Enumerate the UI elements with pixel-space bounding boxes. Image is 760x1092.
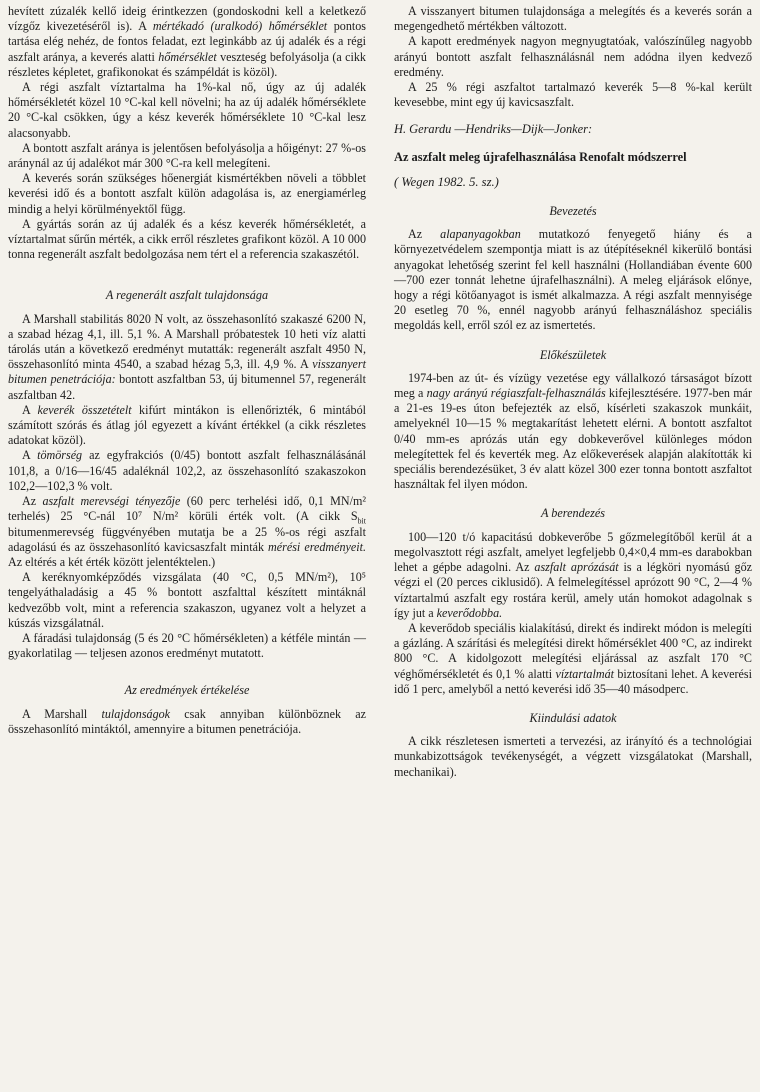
paragraph: A keverék összetételt kifúrt mintákon is ellenőrizték, 6 mintából számított szórás és átlag jól egyezett a kívánt értékkel (a cikk részletes adatokat közöl).: [8, 402, 367, 448]
paragraph: Az aszfalt merevségi tényezője (60 perc terhelési idő, 0,1 MN/m² terhelés) 25 °C-nál 10⁷ N/m² körüli érték volt. (A cikk $S_{bit}$ bitumenmerevség függvényében mutatja be a 25 %-os régi aszfalt adagolású és az összehasonlító kavicsaszfalt minták mérési eredményeit. Az eltérés a két érték között jelentéktelen.): [8, 494, 367, 569]
section-heading: A berendezés: [541, 506, 605, 521]
paragraph: A tömörség az egyfrakciós (0/45) bontott aszfalt felhasználásánál 101,8, a 0/16—16/45 adaléknál 102,2, az összehasonlító szakaszokon 102,2—102,3 % volt.: [8, 448, 366, 493]
right-column: [394, 4, 752, 780]
paragraph: A cikk részletesen ismerteti a tervezési, az irányító és a technológiai munkabizottságok tevékenységét, a végzett vizsgálatokat (Marshall, mechanikai).: [394, 734, 752, 779]
paragraph: A 25 % régi aszfaltot tartalmazó keverék 5—8 %-kal került kevesebbe, mint egy új kavicsaszfalt.: [394, 80, 752, 110]
paragraph: Az alapanyagokban mutatkozó fenyegető hiány és a környezetvédelem szempontja miatt is az útépítéseknél kikerülő bontási anyagokat lehetőség szerint fel kell használni (Hollandiában évente 600—700 ezer tonnát lehetne újrafelhasználni). A meleg eljárások előnye, hogy a régi kötőanyagot is ismét alkalmazza. A régi aszfalt mennyisége 20 esetleg 70 %, ennél nagyobb arányú felhasználáshoz speciális megoldás kell, erről szól ez az ismertetés.: [394, 227, 752, 333]
paragraph: A fáradási tulajdonság (5 és 20 °C hőmérsékleten) a kétféle mintán — gyakorlatilag — teljesen azonos eredményt mutatott.: [8, 630, 366, 661]
paragraph: 1974-ben az út- és vízügy vezetése egy vállalkozó társaságot bízott meg a nagy arányú régiaszfalt-felhasználás kifejlesztésére. 1977-ben már a 21-es 19-es úton befejezték az első, kísérleti szakaszok munkáit, amelyeknél 10—15 % megtakarítást lehetett elérni. A bontott aszfaltot 0/40 mm-es aprózás után egy dobkeverővel különleges módon melegítettek fel és keverték meg. Az előkeverések alapján alakították ki speciális berendezésüket, 3 év alatt közel 300 ezer tonna bontott aszfaltot használtak fel ilyen módon.: [394, 370, 752, 492]
section-heading: Bevezetés: [549, 204, 597, 219]
paragraph: A visszanyert bitumen tulajdonsága a melegítés és a keverés során a megengedhető mértékben változott.: [394, 4, 752, 34]
paragraph: A keverődob speciális kialakítású, direkt és indirekt módon is melegíti a gázláng. A szárítási és melegítési direkt hőmérséklet 400 °C, az indirekt 800 °C. A kidolgozott melegítési eljárással az aszfalt 170 °C véghőmérsékletét és 0,1 % alatti víztartalmát biztosítani lehet. A keverési idő 1 perc, amelyből a nettó keverési idő 35—40 másodperc.: [394, 620, 752, 696]
paragraph: A bontott aszfalt aránya is jelentősen befolyásolja a hőigényt: 27 %-os aránynál az új adalékot már 300 °C-ra kell melegíteni.: [8, 140, 366, 171]
paragraph: A Marshall tulajdonságok csak annyiban különböznek az összehasonlító mintáktól, amennyire a bitumen penetrációja.: [8, 706, 366, 736]
section-heading: Az eredmények értékelése: [124, 683, 250, 698]
article-title: Az aszfalt meleg újrafelhasználása Renofalt módszerrel: [394, 149, 687, 164]
section-heading: Kiindulási adatok: [529, 710, 617, 725]
article-source: ( Wegen 1982. 5. sz.): [394, 174, 499, 189]
article-authors: H. Gerardu —Hendriks—Dijk—Jonker:: [394, 122, 593, 137]
paragraph: A keverés során szükséges hőenergiát kismértékben növeli a többlet keverési idő és a bontott aszfalt külön adagolása is, az energiamérleg mindig a helyi körülményektől függ.: [8, 171, 366, 216]
paragraph: A kapott eredmények nagyon megnyugtatóak, valószínűleg nagyobb arányú bontott aszfalt felhasználásnál nem adódna ilyen kedvező eredmény.: [394, 34, 752, 79]
paragraph: A keréknyomképződés vizsgálata (40 °C, 0,5 MN/m²), 10⁵ tengelyáthaladásig a 45 % bontott aszfalttal készített mintáknál kedvezőbb volt, mint a referencia szakaszon, ugyanez volt a helyzet a kúszás vizsgálatnál.: [8, 570, 366, 630]
paragraph: A régi aszfalt víztartalma ha 1%-kal nő, úgy az új adalék hőmérsékletét közel 10 °C-kal kell növelni; ha az új adalék hőmérséklete 20 °C-kal csökken, úgy a kész keverék hőmérséklete 10 °C-kal lesz alacsonyabb.: [8, 80, 366, 140]
left-column: [8, 4, 366, 737]
paragraph: hevített zúzalék kellő ideig érintkezzen (gondoskodni kell a keletkező vízgőz kivezetéséről is). A mértékadó (uralkodó) hőmérséklet pontos tartása elég nehéz, de fontos feladat, ezt leginkább az új adalék és a régi aszfalt aránya, a keverés alatti hőmérséklet veszteség befolyásolja (a cikk részletes képletet, grafikonokat és számpéldát is közöl).: [8, 4, 366, 79]
section-heading: Előkészületek: [539, 347, 607, 362]
paragraph: A Marshall stabilitás 8020 N volt, az összehasonlító szakaszé 6200 N, a szabad hézag 4,1, ill. 5,1 %. A Marshall próbatestek 10 heti víz alatti tárolás után a következő eredményt mutatták: regenerált aszfalt 4950 N, összehasonlító minta 4540, a szabad hézag 5,3, ill. 4,9 %. A visszanyert bitumen penetrációja: bontott aszfaltban 53, új bitumennel 57, regenerált aszfaltban 42.: [8, 311, 366, 402]
paragraph: 100—120 t/ó kapacitású dobkeverőbe 5 gőzmelegítőből kerül át a megolvasztott régi aszfalt, amelyet legfeljebb 0,4×0,4 mm-es darabokban lehet a gépbe adagolni. Az aszfalt aprózását is a légköri nyomású gőz végzi el (20 perces ciklusidő). A felmelegítéssel aprózott 90 °C, 2—4 % víztartalmú aszfalt egy rostára kerül, amely után homokot adagolnak s így jut a keverődobba.: [394, 529, 753, 620]
section-heading: A regenerált aszfalt tulajdonsága: [105, 288, 269, 303]
paragraph: A gyártás során az új adalék és a kész keverék hőmérsékletét, a víztartalmat sűrűn mérték, a cikk erről részletes grafikont közöl. A 10 000 tonna regenerált aszfalt bedolgozása nem tért el a referencia szakaszétól.: [8, 216, 366, 262]
